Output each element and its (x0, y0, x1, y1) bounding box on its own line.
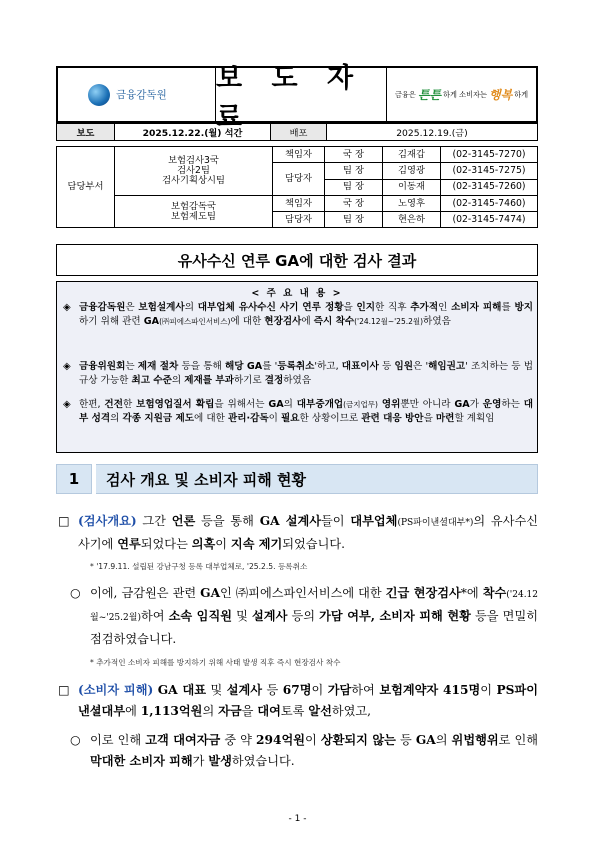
footnote-2: * 추가적인 소비자 피해를 방지하기 위해 사태 발생 직후 즉시 현장검사 착수 (90, 658, 341, 667)
section-number: 1 (56, 464, 92, 494)
footnote-1: * '17.9.11. 설립된 강남구청 등록 대부업체로, '25.2.5. 등록취소 (90, 562, 308, 571)
section-heading (56, 464, 538, 494)
square-bullet-icon: □ (58, 514, 70, 528)
release-table (56, 123, 538, 141)
paragraph-4: ○ 이로 인해 고객 대여자금 중 약 294억원이 상환되지 않는 등 GA의 위법행위로 인해 막대한 소비자 피해가 발생하였습니다. (70, 730, 538, 772)
summary-item-2: ◈ 금융위원회는 제재 절차 등을 통해 해당 GA를 '등록취소'하고, 대표이사 등 임원은 '해임권고' 조치하는 등 법규상 가능한 최고 수준의 제재를 부과하기로 결정하였음 (63, 361, 533, 386)
summary-item-1: ◈ 금융감독원은 보험설계사의 대부업체 유사수신 사기 연루 정황을 인지한 직후 추가적인 소비자 피해를 방지하기 위해 관련 GA(㈜피에스파인서비스)에 대한 현장검사에 즉시 착수('24.12월~'25.2월)하였음 (63, 302, 533, 327)
release-label: 보도 (57, 124, 115, 141)
role-cell: 책임자 (273, 147, 325, 163)
summary-item-3: ◈ 한편, 건전한 보험영업질서 확립을 위해서는 GA의 대부중개업(금지업무) 영위뿐만 아니라 GA가 운영하는 대부 성격의 각종 지원금 제도에 대한 관리·감독이 필요한 상황이므로 관련 대응 방안을 마련할 계획임 (63, 399, 533, 424)
role-cell: 담당자 (273, 163, 325, 196)
summary-box (56, 281, 538, 453)
dept-group-1: 보험검사3국 검사2팀 검사기획상시팀 (115, 147, 273, 196)
slogan: 금융은 튼튼 하게 소비자는 행복 하게 (394, 88, 529, 102)
square-bullet-icon: □ (58, 683, 70, 697)
circle-bullet-icon: ○ (70, 733, 81, 747)
doc-type-title: 보 도 자 료 (216, 68, 387, 121)
press-header (56, 62, 538, 133)
role-cell: 담당자 (273, 212, 325, 228)
release-date: 2025.12.22.(월) 석간 (115, 124, 271, 141)
paragraph-1: □ (검사개요) 그간 언론 등을 통해 GA 설계사들이 대부업체(PS파이낸셜대부*)의 유사수신 사기에 연루되었다는 의혹이 지속 제기되었습니다. (58, 511, 538, 555)
diamond-bullet-icon: ◈ (63, 399, 71, 410)
paragraph-2: ○ 이에, 금감원은 관련 GA인 ㈜피에스파인서비스에 대한 긴급 현장검사*에 착수('24.12월~'25.2월)하여 소속 임직원 및 설계사 등의 가담 여부, 소비자 피해 현황 등을 면밀히 점검하였습니다. (70, 583, 538, 650)
org-name: 금융감독원 (116, 89, 167, 101)
distribute-label: 배포 (271, 124, 327, 141)
role-cell: 책임자 (273, 195, 325, 211)
globe-logo-icon (88, 84, 110, 106)
paragraph-3: □ (소비자 피해) GA 대표 및 설계사 등 67명이 가담하여 보험계약자 415명이 PS파이낸셜대부에 1,113억원의 자금을 대여토록 알선하였고, (58, 680, 538, 722)
document-title: 유사수신 연루 GA에 대한 검사 결과 (56, 244, 538, 276)
page-number: - 1 - (288, 814, 307, 824)
department-label: 담당부서 (57, 147, 115, 228)
distribute-date: 2025.12.19.(금) (327, 124, 538, 141)
diamond-bullet-icon: ◈ (63, 361, 71, 372)
summary-heading: < 주 요 내 용 > (251, 288, 343, 299)
diamond-bullet-icon: ◈ (63, 302, 71, 313)
department-table: 담당부서 보험검사3국 검사2팀 검사기획상시팀 책임자 국 장 김재갑 (02-3145-7270) 담당자 팀 장 김영광 (02-3145-7275) 팀 장 이동재 (02-3145-7260) 보험감독국 보험제도팀 책임자 국 장 노영후 (02-3145-7460) 담당자 팀 장 현은하 (02-3145-7474) (56, 146, 538, 228)
dept-group-2: 보험감독국 보험제도팀 (115, 195, 273, 228)
org-logo (58, 68, 216, 121)
circle-bullet-icon: ○ (70, 586, 81, 600)
section-title: 검사 개요 및 소비자 피해 현황 (96, 464, 538, 494)
